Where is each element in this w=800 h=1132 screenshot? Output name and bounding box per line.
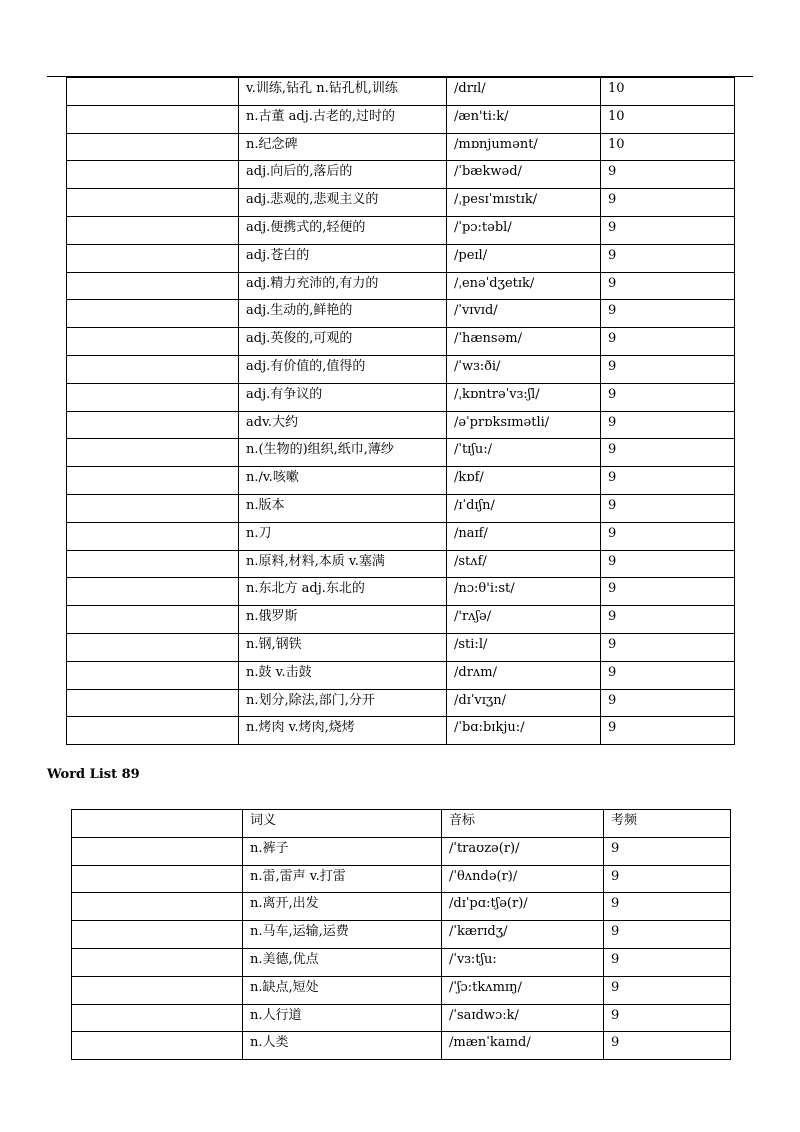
vocab-table-body [72, 810, 731, 1060]
frequency-cell: 9 [601, 383, 735, 411]
meaning-cell: adj.生动的,鲜艳的 [239, 300, 447, 328]
meaning-cell: n.钢,钢铁 [239, 633, 447, 661]
frequency-cell: 9 [604, 1004, 731, 1032]
word-list-heading: Word List 89 [47, 767, 140, 782]
frequency-cell: 9 [604, 837, 731, 865]
phonetic-cell: /'rʌʃə/ [447, 606, 601, 634]
frequency-cell: 9 [601, 161, 735, 189]
table-row [67, 439, 735, 467]
word-cell [67, 272, 239, 300]
table-row [67, 717, 735, 745]
meaning-cell: v.训练,钻孔 n.钻孔机,训练 [239, 78, 447, 106]
meaning-cell: n.东北方 adj.东北的 [239, 578, 447, 606]
word-cell [72, 837, 243, 865]
phonetic-cell: /əˈprɒksɪmətli/ [447, 411, 601, 439]
frequency-cell: 9 [601, 300, 735, 328]
frequency-cell: 9 [601, 578, 735, 606]
meaning-header-cell: 词义 [243, 810, 442, 838]
word-cell [67, 439, 239, 467]
word-cell [67, 467, 239, 495]
frequency-cell: 9 [601, 355, 735, 383]
table-row [67, 550, 735, 578]
meaning-cell: adj.向后的,落后的 [239, 161, 447, 189]
word-cell [67, 105, 239, 133]
table-row [67, 661, 735, 689]
meaning-cell: n.鼓 v.击鼓 [239, 661, 447, 689]
phonetic-cell: /sti:l/ [447, 633, 601, 661]
phonetic-cell: /ˈwɜ:ði/ [447, 355, 601, 383]
table-row [67, 161, 735, 189]
phonetic-cell: /ˈsaɪdwɔ:k/ [442, 1004, 604, 1032]
phonetic-cell: /drʌm/ [447, 661, 601, 689]
frequency-cell: 9 [601, 494, 735, 522]
frequency-cell: 10 [601, 133, 735, 161]
frequency-cell: 9 [604, 948, 731, 976]
meaning-cell: n.马车,运输,运费 [243, 921, 442, 949]
word-cell [67, 411, 239, 439]
frequency-cell: 9 [601, 189, 735, 217]
table-row [67, 78, 735, 106]
table-row [67, 606, 735, 634]
frequency-cell: 9 [604, 865, 731, 893]
word-cell [67, 717, 239, 745]
phonetic-cell: /mænˈkaɪnd/ [442, 1032, 604, 1060]
word-cell [67, 550, 239, 578]
meaning-cell: n.人行道 [243, 1004, 442, 1032]
phonetic-cell: /kɒf/ [447, 467, 601, 495]
meaning-cell: n.划分,除法,部门,分开 [239, 689, 447, 717]
frequency-cell: 9 [604, 921, 731, 949]
frequency-cell: 10 [601, 105, 735, 133]
meaning-cell: adj.有争议的 [239, 383, 447, 411]
meaning-cell: adj.悲观的,悲观主义的 [239, 189, 447, 217]
phonetic-cell: /æn'ti:k/ [447, 105, 601, 133]
meaning-cell: adj.有价值的,值得的 [239, 355, 447, 383]
table-row [67, 494, 735, 522]
phonetic-cell: /ˌkɒntrəˈvɜ:ʃl/ [447, 383, 601, 411]
frequency-cell: 9 [604, 976, 731, 1004]
word-cell [72, 1032, 243, 1060]
table-row [67, 355, 735, 383]
word-cell [67, 189, 239, 217]
phonetic-cell: /ɪˈdɪʃn/ [447, 494, 601, 522]
meaning-cell: n.版本 [239, 494, 447, 522]
phonetic-cell: /ˈvɪvɪd/ [447, 300, 601, 328]
phonetic-cell: /drɪl/ [447, 78, 601, 106]
meaning-cell: n.人类 [243, 1032, 442, 1060]
word-cell [67, 383, 239, 411]
word-cell [67, 578, 239, 606]
vocab-table-continued [66, 77, 735, 745]
meaning-cell: n.原料,材料,本质 v.塞满 [239, 550, 447, 578]
meaning-cell: n.(生物的)组织,纸巾,薄纱 [239, 439, 447, 467]
frequency-cell: 9 [601, 216, 735, 244]
table-row [72, 837, 731, 865]
phonetic-cell: /ˈkærɪdʒ/ [442, 921, 604, 949]
phonetic-cell: /ˈhænsəm/ [447, 328, 601, 356]
table-row [67, 300, 735, 328]
word-cell [67, 633, 239, 661]
word-cell [67, 494, 239, 522]
phonetic-cell: /stʌf/ [447, 550, 601, 578]
phonetic-cell: /ˌenəˈdʒetɪk/ [447, 272, 601, 300]
frequency-cell: 9 [601, 633, 735, 661]
phonetic-cell: /ˈvɜ:tʃu: [442, 948, 604, 976]
meaning-cell: n.纪念碑 [239, 133, 447, 161]
frequency-cell: 9 [604, 1032, 731, 1060]
vocab-table-body [67, 78, 735, 745]
word-cell [72, 865, 243, 893]
meaning-cell: n.美德,优点 [243, 948, 442, 976]
frequency-cell: 10 [601, 78, 735, 106]
meaning-cell: n.古董 adj.古老的,过时的 [239, 105, 447, 133]
table-row [67, 189, 735, 217]
word-cell [72, 948, 243, 976]
meaning-cell: n.缺点,短处 [243, 976, 442, 1004]
frequency-cell: 9 [601, 272, 735, 300]
word-cell [67, 78, 239, 106]
table-row [67, 216, 735, 244]
table-row [67, 633, 735, 661]
phonetic-cell: /dɪˈpɑ:tʃə(r)/ [442, 893, 604, 921]
word-cell [72, 1004, 243, 1032]
word-cell [67, 300, 239, 328]
word-cell [67, 216, 239, 244]
table-row [67, 578, 735, 606]
table-row [67, 272, 735, 300]
table-row [67, 328, 735, 356]
table-row [67, 467, 735, 495]
table-row [72, 893, 731, 921]
word-cell [67, 161, 239, 189]
frequency-header-cell: 考频 [604, 810, 731, 838]
table-row [72, 1004, 731, 1032]
table-row [67, 244, 735, 272]
table-row [67, 522, 735, 550]
phonetic-cell: /ˈθʌndə(r)/ [442, 865, 604, 893]
phonetic-cell: /ˈtɪʃu:/ [447, 439, 601, 467]
table-row [67, 689, 735, 717]
word-cell [67, 244, 239, 272]
phonetic-cell: /dɪˈvɪʒn/ [447, 689, 601, 717]
meaning-cell: adj.精力充沛的,有力的 [239, 272, 447, 300]
phonetic-cell: /ˈpɔ:təbl/ [447, 216, 601, 244]
phonetic-cell: /ˌpesɪˈmɪstɪk/ [447, 189, 601, 217]
table-row [72, 948, 731, 976]
phonetic-cell: /nɔ:θ'i:st/ [447, 578, 601, 606]
table-row [67, 105, 735, 133]
word-cell [72, 976, 243, 1004]
frequency-cell: 9 [601, 661, 735, 689]
phonetic-header-cell: 音标 [442, 810, 604, 838]
frequency-cell: 9 [601, 328, 735, 356]
vocab-table-word-list-89 [71, 809, 731, 1060]
meaning-cell: n.烤肉 v.烤肉,烧烤 [239, 717, 447, 745]
frequency-cell: 9 [601, 244, 735, 272]
meaning-cell: adj.苍白的 [239, 244, 447, 272]
meaning-cell: adv.大约 [239, 411, 447, 439]
frequency-cell: 9 [601, 411, 735, 439]
table-row [67, 383, 735, 411]
frequency-cell: 9 [601, 467, 735, 495]
table-header-row [72, 810, 731, 838]
word-header-cell [72, 810, 243, 838]
word-cell [72, 921, 243, 949]
word-cell [67, 355, 239, 383]
frequency-cell: 9 [601, 522, 735, 550]
table-row [72, 976, 731, 1004]
frequency-cell: 9 [601, 439, 735, 467]
phonetic-cell: /naɪf/ [447, 522, 601, 550]
phonetic-cell: /peɪl/ [447, 244, 601, 272]
meaning-cell: n./v.咳嗽 [239, 467, 447, 495]
word-cell [67, 606, 239, 634]
word-cell [67, 689, 239, 717]
frequency-cell: 9 [604, 893, 731, 921]
word-cell [67, 328, 239, 356]
table-row [72, 921, 731, 949]
table-row [67, 133, 735, 161]
phonetic-cell: /mɒnjumənt/ [447, 133, 601, 161]
word-cell [67, 133, 239, 161]
table-row [67, 411, 735, 439]
meaning-cell: adj.英俊的,可观的 [239, 328, 447, 356]
meaning-cell: adj.便携式的,轻便的 [239, 216, 447, 244]
meaning-cell: n.离开,出发 [243, 893, 442, 921]
word-cell [72, 893, 243, 921]
meaning-cell: n.裤子 [243, 837, 442, 865]
frequency-cell: 9 [601, 689, 735, 717]
phonetic-cell: /ˈʃɔ:tkʌmɪŋ/ [442, 976, 604, 1004]
frequency-cell: 9 [601, 606, 735, 634]
table-row [72, 1032, 731, 1060]
table-row [72, 865, 731, 893]
meaning-cell: n.俄罗斯 [239, 606, 447, 634]
meaning-cell: n.雷,雷声 v.打雷 [243, 865, 442, 893]
phonetic-cell: /ˈtraʊzə(r)/ [442, 837, 604, 865]
phonetic-cell: /ˈbækwəd/ [447, 161, 601, 189]
word-cell [67, 522, 239, 550]
frequency-cell: 9 [601, 717, 735, 745]
word-cell [67, 661, 239, 689]
phonetic-cell: /ˈbɑ:bɪkju:/ [447, 717, 601, 745]
meaning-cell: n.刀 [239, 522, 447, 550]
frequency-cell: 9 [601, 550, 735, 578]
